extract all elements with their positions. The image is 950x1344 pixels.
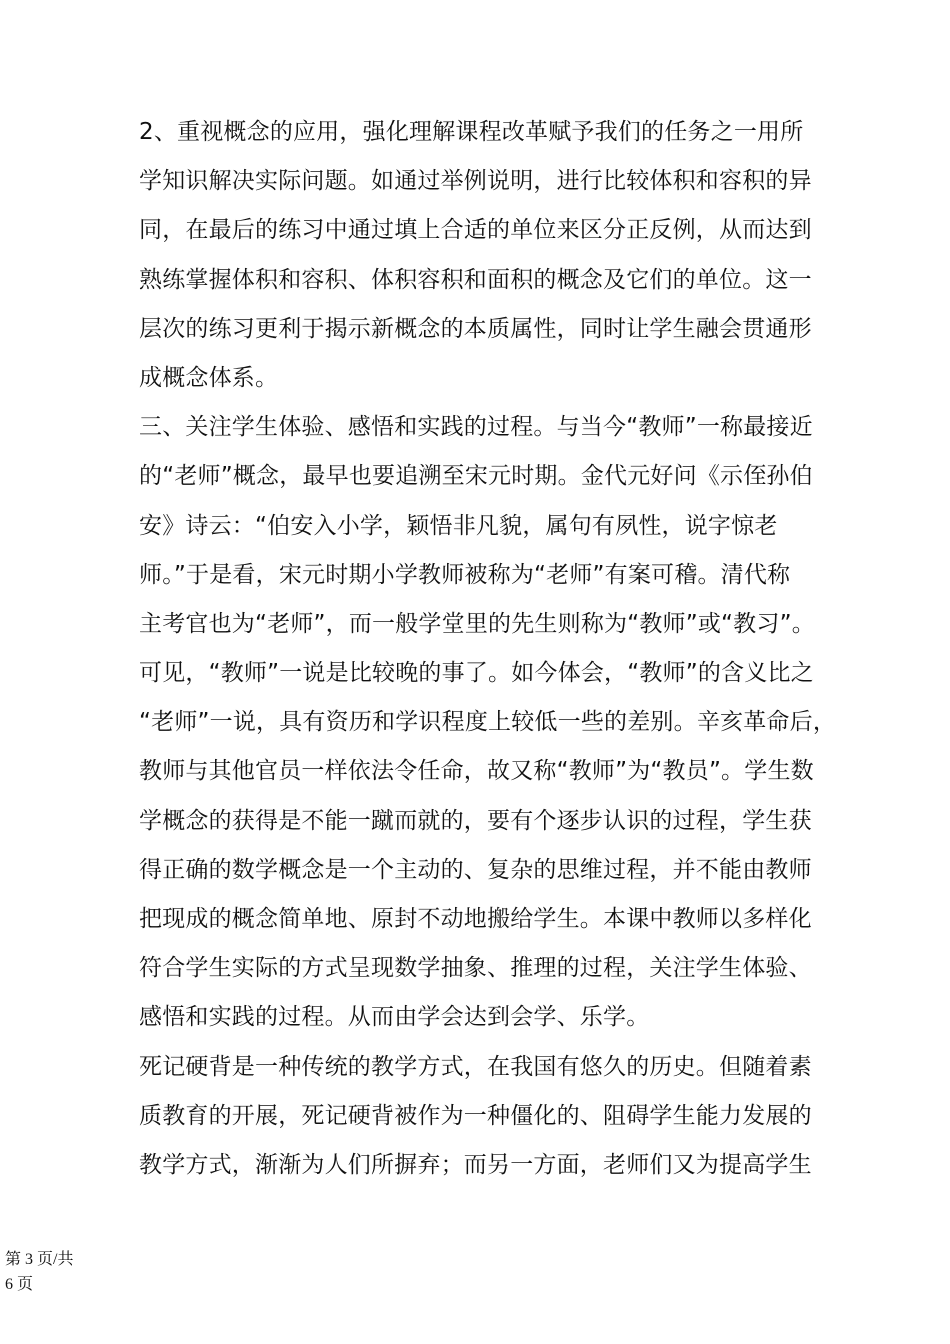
text-line: 得正确的数学概念是一个主动的、复杂的思维过程，并不能由教师 [139, 856, 812, 883]
text-line: 教师与其他官员一样依法令任命，故又称“教师”为“教员”。学生数 [139, 758, 814, 785]
page-number-footer [5, 1247, 73, 1297]
text-line: 学知识解决实际问题。如通过举例说明，进行比较体积和容积的异 [139, 168, 812, 195]
text-line: 死记硬背是一种传统的教学方式，在我国有悠久的历史。但随着素 [139, 1053, 812, 1080]
text-line: 把现成的概念简单地、原封不动地搬给学生。本课中教师以多样化 [139, 906, 812, 932]
text-line: 符合学生实际的方式呈现数学抽象、推理的过程，关注学生体验、 [139, 955, 812, 982]
text-line: 熟练掌握体积和容积、体积容积和面积的概念及它们的单位。这一 [139, 266, 812, 293]
text-line: 同，在最后的练习中通过填上合适的单位来区分正反例，从而达到 [139, 217, 812, 244]
page-number-line-1: 第 3 页/共 [5, 1251, 74, 1268]
text-line: 成概念体系。 [139, 364, 279, 391]
text-line: 三、关注学生体验、感悟和实践的过程。与当今“教师”一称最接近 [139, 414, 813, 441]
text-line: 教学方式，渐渐为人们所摒弃；而另一方面，老师们又为提高学生 [139, 1151, 812, 1178]
text-line: 主考官也为“老师”，而一般学堂里的先生则称为“教师”或“教习”。 [139, 610, 815, 637]
text-line: “老师”一说，具有资历和学识程度上较低一些的差别。辛亥革命后， [139, 709, 837, 736]
text-line: 可见，“教师”一说是比较晚的事了。如今体会，“教师”的含义比之 [139, 660, 814, 687]
document-body [139, 108, 837, 1190]
text-line: 层次的练习更利于揭示新概念的本质属性，同时让学生融会贯通形 [139, 315, 812, 342]
text-line: 质教育的开展，死记硬背被作为一种僵化的、阻碍学生能力发展的 [139, 1102, 812, 1129]
text-line: 安》诗云：“伯安入小学，颖悟非凡貌，属句有夙性，说字惊老 [139, 512, 778, 539]
text-line: 学概念的获得是不能一蹴而就的，要有个逐步认识的过程，学生获 [139, 807, 812, 834]
page-number-line-2: 6 页 [5, 1276, 34, 1293]
text-line: 2、重视概念的应用，强化理解课程改革赋予我们的任务之一用所 [139, 119, 804, 145]
text-line: 感悟和实践的过程。从而由学会达到会学、乐学。 [139, 1004, 650, 1031]
text-line: 的“老师”概念，最早也要追溯至宋元时期。金代元好问《示侄孙伯 [139, 463, 813, 490]
text-line: 师。”于是看，宋元时期小学教师被称为“老师”有案可稽。清代称 [139, 561, 791, 588]
